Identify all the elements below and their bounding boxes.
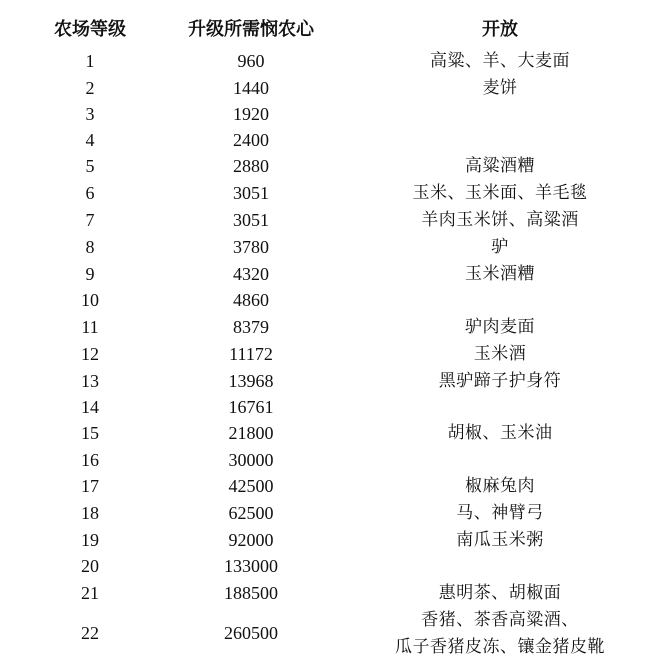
- cell-farm-level: 6: [85, 183, 95, 204]
- cell-farm-level: 18: [81, 502, 99, 523]
- cell-unlock: [350, 368, 650, 395]
- cell-farm-level: 11: [81, 316, 99, 337]
- cell-required-points: 62500: [228, 502, 274, 523]
- table-row: [28, 75, 650, 102]
- cell-unlock: [350, 341, 650, 368]
- cell-required-points: 30000: [228, 449, 274, 470]
- unlock-line: 马、神臂弓: [456, 502, 544, 523]
- cell-farm-level: 1: [85, 51, 95, 71]
- cell-unlock: [350, 395, 650, 421]
- cell-unlock: [350, 314, 650, 341]
- cell-required-points: 260500: [224, 623, 278, 644]
- cell-required-points: 2880: [233, 156, 269, 177]
- cell-farm-level: 3: [85, 104, 95, 125]
- cell-unlock: [350, 102, 650, 128]
- table-row: [28, 580, 650, 607]
- table-row: [28, 395, 650, 421]
- cell-farm-level: 14: [81, 397, 99, 418]
- cell-required-points: 1440: [233, 78, 269, 98]
- cell-farm-level: 21: [81, 582, 99, 603]
- cell-required-points: 188500: [224, 582, 278, 603]
- cell-farm-level: 16: [81, 449, 99, 470]
- table-row: [28, 527, 650, 554]
- cell-required-points: 4320: [233, 264, 269, 285]
- cell-farm-level: 20: [81, 556, 99, 577]
- unlock-line: 高粱、羊、大麦面: [430, 51, 570, 71]
- cell-unlock: [350, 261, 650, 288]
- cell-farm-level: 17: [81, 475, 99, 496]
- table-body: [28, 48, 650, 661]
- unlock-line: 麦饼: [482, 78, 518, 98]
- unlock-line: 南瓜玉米粥: [456, 529, 544, 550]
- cell-farm-level: 13: [81, 370, 99, 391]
- cell-required-points: 13968: [228, 370, 274, 391]
- cell-unlock: [350, 447, 650, 473]
- cell-farm-level: 22: [81, 623, 99, 644]
- cell-required-points: 92000: [228, 529, 274, 550]
- table-row: [28, 447, 650, 473]
- table-row: [28, 48, 650, 75]
- table-row: [28, 128, 650, 154]
- table-header-row: [28, 8, 650, 48]
- cell-unlock: [350, 554, 650, 580]
- unlock-line: 羊肉玉米饼、高粱酒: [421, 210, 579, 231]
- unlock-line: 椒麻兔肉: [465, 475, 535, 496]
- cell-required-points: 4860: [233, 290, 269, 311]
- cell-unlock: [350, 48, 650, 75]
- cell-required-points: 8379: [233, 316, 269, 337]
- table-row: [28, 341, 650, 368]
- cell-unlock: [350, 473, 650, 500]
- table-row: [28, 500, 650, 527]
- farm-level-table: [28, 8, 650, 661]
- unlock-line: 玉米酒: [473, 343, 527, 364]
- header-unlock: 开放: [482, 19, 518, 40]
- unlock-line: 驴肉麦面: [465, 316, 535, 337]
- cell-farm-level: 4: [85, 129, 95, 150]
- table-row: [28, 473, 650, 500]
- table-row: [28, 554, 650, 580]
- cell-unlock: [350, 234, 650, 261]
- unlock-line: 香猪、茶香高粱酒、: [421, 609, 579, 630]
- cell-farm-level: 9: [85, 264, 95, 285]
- table-row: [28, 153, 650, 180]
- cell-required-points: 960: [237, 51, 265, 71]
- table-row: [28, 314, 650, 341]
- table-row: [28, 420, 650, 447]
- cell-required-points: 42500: [228, 475, 274, 496]
- cell-required-points: 3780: [233, 237, 269, 258]
- unlock-line: 玉米、玉米面、羊毛毯: [412, 183, 588, 204]
- cell-required-points: 2400: [233, 129, 269, 150]
- cell-required-points: 21800: [228, 423, 274, 444]
- table-row: [28, 368, 650, 395]
- table-row: [28, 102, 650, 128]
- cell-required-points: 3051: [233, 210, 269, 231]
- cell-required-points: 11172: [229, 343, 273, 364]
- unlock-line: 惠明茶、胡椒面: [438, 582, 562, 603]
- header-farm-level: 农场等级: [54, 19, 126, 40]
- unlock-line: 高粱酒糟: [465, 156, 535, 177]
- cell-required-points: 16761: [228, 397, 274, 418]
- cell-farm-level: 12: [81, 343, 99, 364]
- cell-unlock: [350, 580, 650, 607]
- table-row: [28, 234, 650, 261]
- cell-unlock: [350, 288, 650, 314]
- table-row: [28, 607, 650, 661]
- cell-unlock: [350, 180, 650, 207]
- unlock-line: 驴: [491, 237, 509, 258]
- cell-farm-level: 8: [85, 237, 95, 258]
- table-row: [28, 288, 650, 314]
- cell-farm-level: 19: [81, 529, 99, 550]
- cell-unlock: [350, 207, 650, 234]
- table-row: [28, 261, 650, 288]
- unlock-line: 玉米酒糟: [465, 264, 535, 285]
- cell-unlock: [350, 420, 650, 447]
- cell-farm-level: 2: [85, 78, 95, 98]
- unlock-line: 黑驴蹄子护身符: [438, 370, 562, 391]
- cell-required-points: 133000: [224, 556, 278, 577]
- cell-farm-level: 10: [81, 290, 99, 311]
- cell-farm-level: 5: [85, 156, 95, 177]
- header-required-points: 升级所需悯农心: [188, 19, 314, 40]
- cell-farm-level: 7: [85, 210, 95, 231]
- table-row: [28, 180, 650, 207]
- unlock-line: 胡椒、玉米油: [447, 423, 553, 444]
- cell-unlock: [350, 500, 650, 527]
- cell-unlock: [350, 75, 650, 102]
- cell-unlock: [350, 607, 650, 661]
- table-row: [28, 207, 650, 234]
- cell-required-points: 1920: [233, 104, 269, 125]
- cell-required-points: 3051: [233, 183, 269, 204]
- cell-farm-level: 15: [81, 423, 99, 444]
- unlock-line: 瓜子香猪皮冻、镶金猪皮靴: [395, 636, 605, 657]
- cell-unlock: [350, 527, 650, 554]
- cell-unlock: [350, 128, 650, 154]
- cell-unlock: [350, 153, 650, 180]
